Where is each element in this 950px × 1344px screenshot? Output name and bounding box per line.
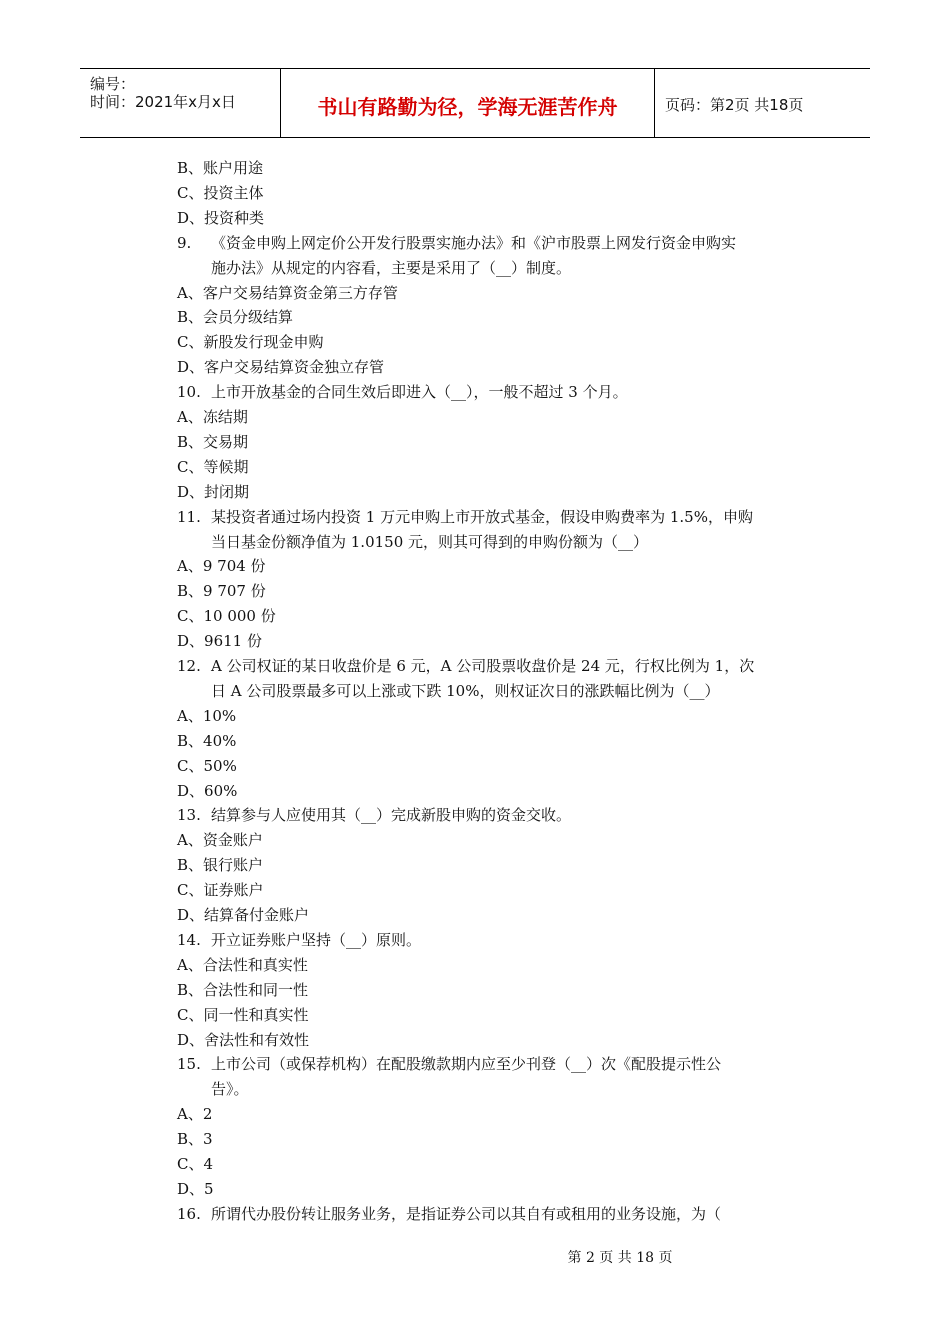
answer-option: C、50%	[177, 757, 237, 775]
question-text-continued: 施办法》从规定的内容看，主要是采用了（__）制度。	[211, 259, 572, 277]
header-motto: 书山有路勤为径，学海无涯苦作舟	[317, 95, 618, 119]
footer-page-number: 第 2 页 共 18 页	[567, 1250, 673, 1266]
answer-option: B、交易期	[177, 433, 249, 451]
answer-option: B、会员分级结算	[177, 308, 294, 326]
answer-option: D、舍法性和有效性	[177, 1031, 310, 1049]
question-number: 10.	[177, 383, 201, 401]
answer-option: A、2	[177, 1105, 213, 1123]
question-text: 开立证券账户坚持（__）原则。	[211, 931, 422, 949]
answer-option: D、投资种类	[177, 209, 265, 227]
document-header	[80, 68, 870, 138]
answer-option: A、资金账户	[177, 831, 263, 849]
answer-option: C、证券账户	[177, 881, 264, 899]
question-text: 《资金申购上网定价公开发行股票实施办法》和《沪市股票上网发行资金申购实	[211, 234, 737, 252]
answer-option: D、结算备付金账户	[177, 906, 310, 924]
question-number: 14.	[177, 931, 201, 949]
question-text: 上市开放基金的合同生效后即进入（__），一般不超过 3 个月。	[211, 383, 628, 401]
answer-option: B、账户用途	[177, 159, 264, 177]
answer-option: B、银行账户	[177, 856, 264, 874]
question-number: 9.	[177, 234, 192, 252]
answer-option: C、新股发行现金申购	[177, 333, 324, 351]
question-text: 结算参与人应使用其（__）完成新股申购的资金交收。	[211, 806, 572, 824]
answer-option: C、同一性和真实性	[177, 1006, 309, 1024]
question-text-continued: 当日基金份额净值为 1.0150 元，则其可得到的申购份额为（__）	[211, 533, 649, 551]
answer-option: D、5	[177, 1180, 214, 1198]
answer-option: B、合法性和同一性	[177, 981, 309, 999]
answer-option: B、3	[177, 1130, 213, 1148]
answer-option: A、客户交易结算资金第三方存管	[177, 284, 398, 302]
answer-option: B、9 707 份	[177, 582, 266, 600]
question-text: 所谓代办股份转让服务业务，是指证券公司以其自有或租用的业务设施，为（	[211, 1205, 722, 1223]
header-meta-cell	[80, 69, 281, 137]
question-number: 12.	[177, 657, 201, 675]
question-text-continued: 日 A 公司股票最多可以上涨或下跌 10%，则权证次日的涨跌幅比例为（__）	[211, 682, 720, 700]
answer-option: B、40%	[177, 732, 237, 750]
question-text: 某投资者通过场内投资 1 万元申购上市开放式基金，假设申购费率为 1.5%，申购	[211, 508, 753, 526]
question-text-continued: 告》。	[211, 1080, 249, 1098]
answer-option: A、10%	[177, 707, 237, 725]
answer-option: A、合法性和真实性	[177, 956, 308, 974]
answer-option: A、9 704 份	[177, 557, 266, 575]
question-number: 13.	[177, 806, 201, 824]
question-number: 16.	[177, 1205, 201, 1223]
page-footer	[0, 1247, 950, 1267]
answer-option: A、冻结期	[177, 408, 248, 426]
header-page-info: 页码：第2页 共18页	[665, 96, 804, 114]
question-text: 上市公司（或保荐机构）在配股缴款期内应至少刊登（__）次《配股提示性公	[211, 1055, 722, 1073]
answer-option: D、9611 份	[177, 632, 262, 650]
header-motto-cell	[281, 69, 655, 137]
header-page-cell	[655, 69, 870, 137]
answer-option: C、4	[177, 1155, 214, 1173]
answer-option: D、封闭期	[177, 483, 250, 501]
question-number: 15.	[177, 1055, 201, 1073]
answer-option: C、等候期	[177, 458, 249, 476]
time-label: 时间：2021年x月x日	[90, 93, 236, 111]
question-number: 11.	[177, 508, 201, 526]
answer-option: D、客户交易结算资金独立存管	[177, 358, 385, 376]
answer-option: C、投资主体	[177, 184, 264, 202]
answer-option: C、10 000 份	[177, 607, 276, 625]
number-label: 编号：	[90, 75, 136, 93]
answer-option: D、60%	[177, 782, 238, 800]
question-text: A 公司权证的某日收盘价是 6 元，A 公司股票收盘价是 24 元，行权比例为 1，次	[211, 657, 755, 675]
